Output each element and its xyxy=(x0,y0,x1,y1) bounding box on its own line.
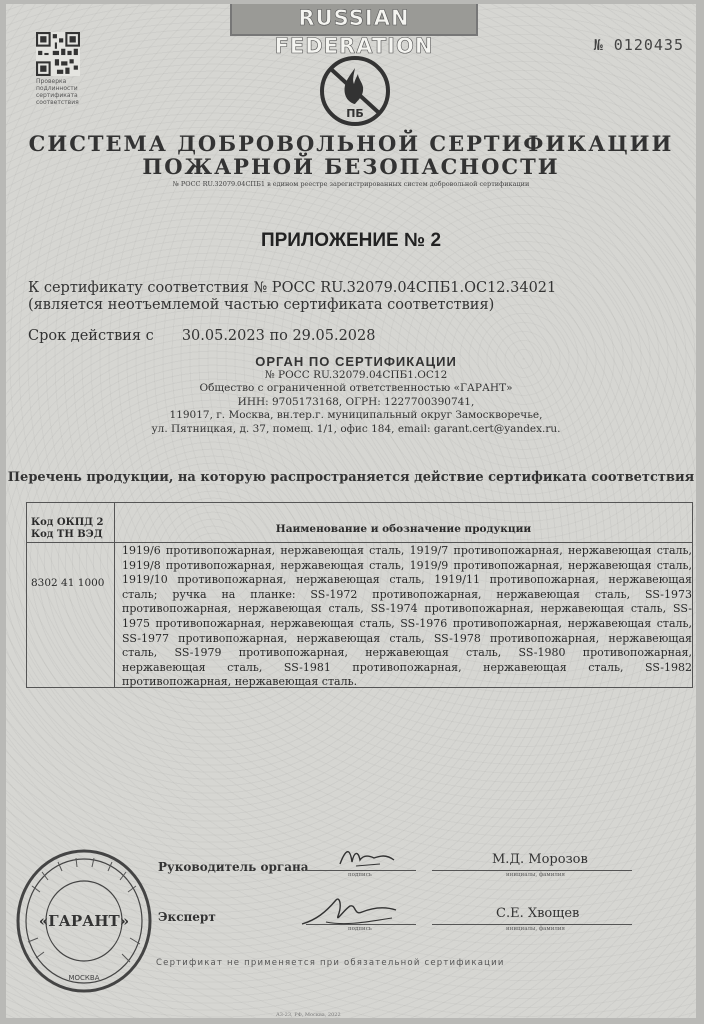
okpd-header: Код ОКПД 2 xyxy=(31,517,104,528)
expert-label: Эксперт xyxy=(158,910,216,924)
stamp-city-text: МОСКВА xyxy=(68,974,100,982)
header-divider xyxy=(27,542,692,543)
russian-federation-banner: RUSSIAN FEDERATION xyxy=(230,4,478,36)
head-label: Руководитель органа xyxy=(158,860,309,874)
product-code: 8302 41 1000 xyxy=(31,577,105,589)
tnved-header: Код ТН ВЭД xyxy=(31,529,103,540)
organ-company: Общество с ограниченной ответственностью «ГАРАНТ» xyxy=(199,382,513,394)
head-signature-caption: подпись xyxy=(348,872,372,878)
system-title-line2: ПОЖАРНОЙ БЕЗОПАСНОСТИ xyxy=(142,154,560,179)
organ-number: № РОСС RU.32079.04СПБ1.ОС12 xyxy=(264,368,448,381)
head-name-caption: инициалы, фамилия xyxy=(506,872,566,878)
expert-signature-caption: подпись xyxy=(348,926,372,932)
expert-signature-icon xyxy=(296,892,406,932)
certification-body xyxy=(146,355,566,436)
certificate-note: (является неотъемлемой частью сертификата соответствия) xyxy=(28,297,495,313)
validity-period xyxy=(28,328,375,344)
head-name: М.Д. Морозов xyxy=(492,852,588,867)
stamp-center-text: «ГАРАНТ» xyxy=(38,912,130,930)
expert-name: С.Е. Хвощев xyxy=(496,906,580,921)
organ-address2: ул. Пятницкая, д. 37, помещ. 1/1, офис 184, email: garant.cert@yandex.ru. xyxy=(151,422,561,435)
product-description: 1919/6 противопожарная, нержавеющая сталь, 1919/7 противопожарная, нержавеющая сталь, 1919/8 противопожарная, нержавеющая сталь, 1919/9 противопожарная, нержавеющая сталь, 1919/10 противопожарная, нержавеющая сталь, 1919/11 противопожарная, нержавеющая сталь; ручка на планке: SS-1972 противопожарная, нержавеющая сталь, SS-1973 противопожарная, нержавеющая сталь, SS-1974 противопожарная, нержавеющая сталь, SS-1975 противопожарная, нержавеющая сталь, SS-1976 противопожарная, нержавеющая сталь, SS-1977 противопожарная, нержавеющая сталь, SS-1978 противопожарная, нержавеющая сталь, SS-1979 противопожарная, нержавеющая сталь, SS-1980 противопожарная, нержавеющая сталь, SS-1981 противопожарная, нержавеющая сталь, SS-1982 противопожарная, нержавеющая сталь. xyxy=(122,544,692,689)
head-name-line xyxy=(432,870,632,871)
organ-ids: ИНН: 9705173168, ОГРН: 1227700390741, xyxy=(237,395,475,408)
certificate-reference xyxy=(28,280,556,314)
qr-caption: Проверка подлинности сертификата соответствия xyxy=(36,78,79,106)
head-signature-icon xyxy=(336,842,400,872)
validity-dates: 30.05.2023 по 29.05.2028 xyxy=(181,328,376,344)
certificate-page xyxy=(6,4,696,1018)
product-list-heading: Перечень продукции, на которую распространяется действие сертификата соответствия xyxy=(7,470,695,485)
code-column-header xyxy=(31,517,104,541)
system-title xyxy=(6,132,696,178)
appendix-title: ПРИЛОЖЕНИЕ № 2 xyxy=(260,230,442,251)
logo-text: ПБ xyxy=(346,107,364,120)
system-title-line1: СИСТЕМА ДОБРОВОЛЬНОЙ СЕРТИФИКАЦИИ xyxy=(28,131,674,156)
expert-name-line xyxy=(432,924,632,925)
validity-label: Срок действия с xyxy=(28,328,154,344)
organ-heading: ОРГАН ПО СЕРТИФИКАЦИИ xyxy=(255,354,457,369)
expert-name-caption: инициалы, фамилия xyxy=(506,926,566,932)
registry-line: № РОСС RU.32079.04СПБ1 в едином реестре зарегистрированных систем добровольной сертификации xyxy=(172,180,530,188)
organ-address1: 119017, г. Москва, вн.тер.г. муниципальный округ Замоскворечье, xyxy=(169,409,543,421)
product-column-header: Наименование и обозначение продукции xyxy=(275,523,532,535)
qr-code-icon[interactable] xyxy=(36,32,80,76)
company-stamp-icon xyxy=(12,846,156,996)
footer-print: А3-23, РФ, Москва, 2022 xyxy=(276,1012,341,1018)
serial-number: № 0120435 xyxy=(593,36,684,54)
product-table xyxy=(26,502,693,688)
fire-safety-logo-icon xyxy=(318,54,392,128)
disclaimer: Сертификат не применяется при обязательной сертификации xyxy=(156,958,505,968)
certificate-line: К сертификату соответствия № РОСС RU.32079.04СПБ1.ОС12.34021 xyxy=(28,280,557,296)
